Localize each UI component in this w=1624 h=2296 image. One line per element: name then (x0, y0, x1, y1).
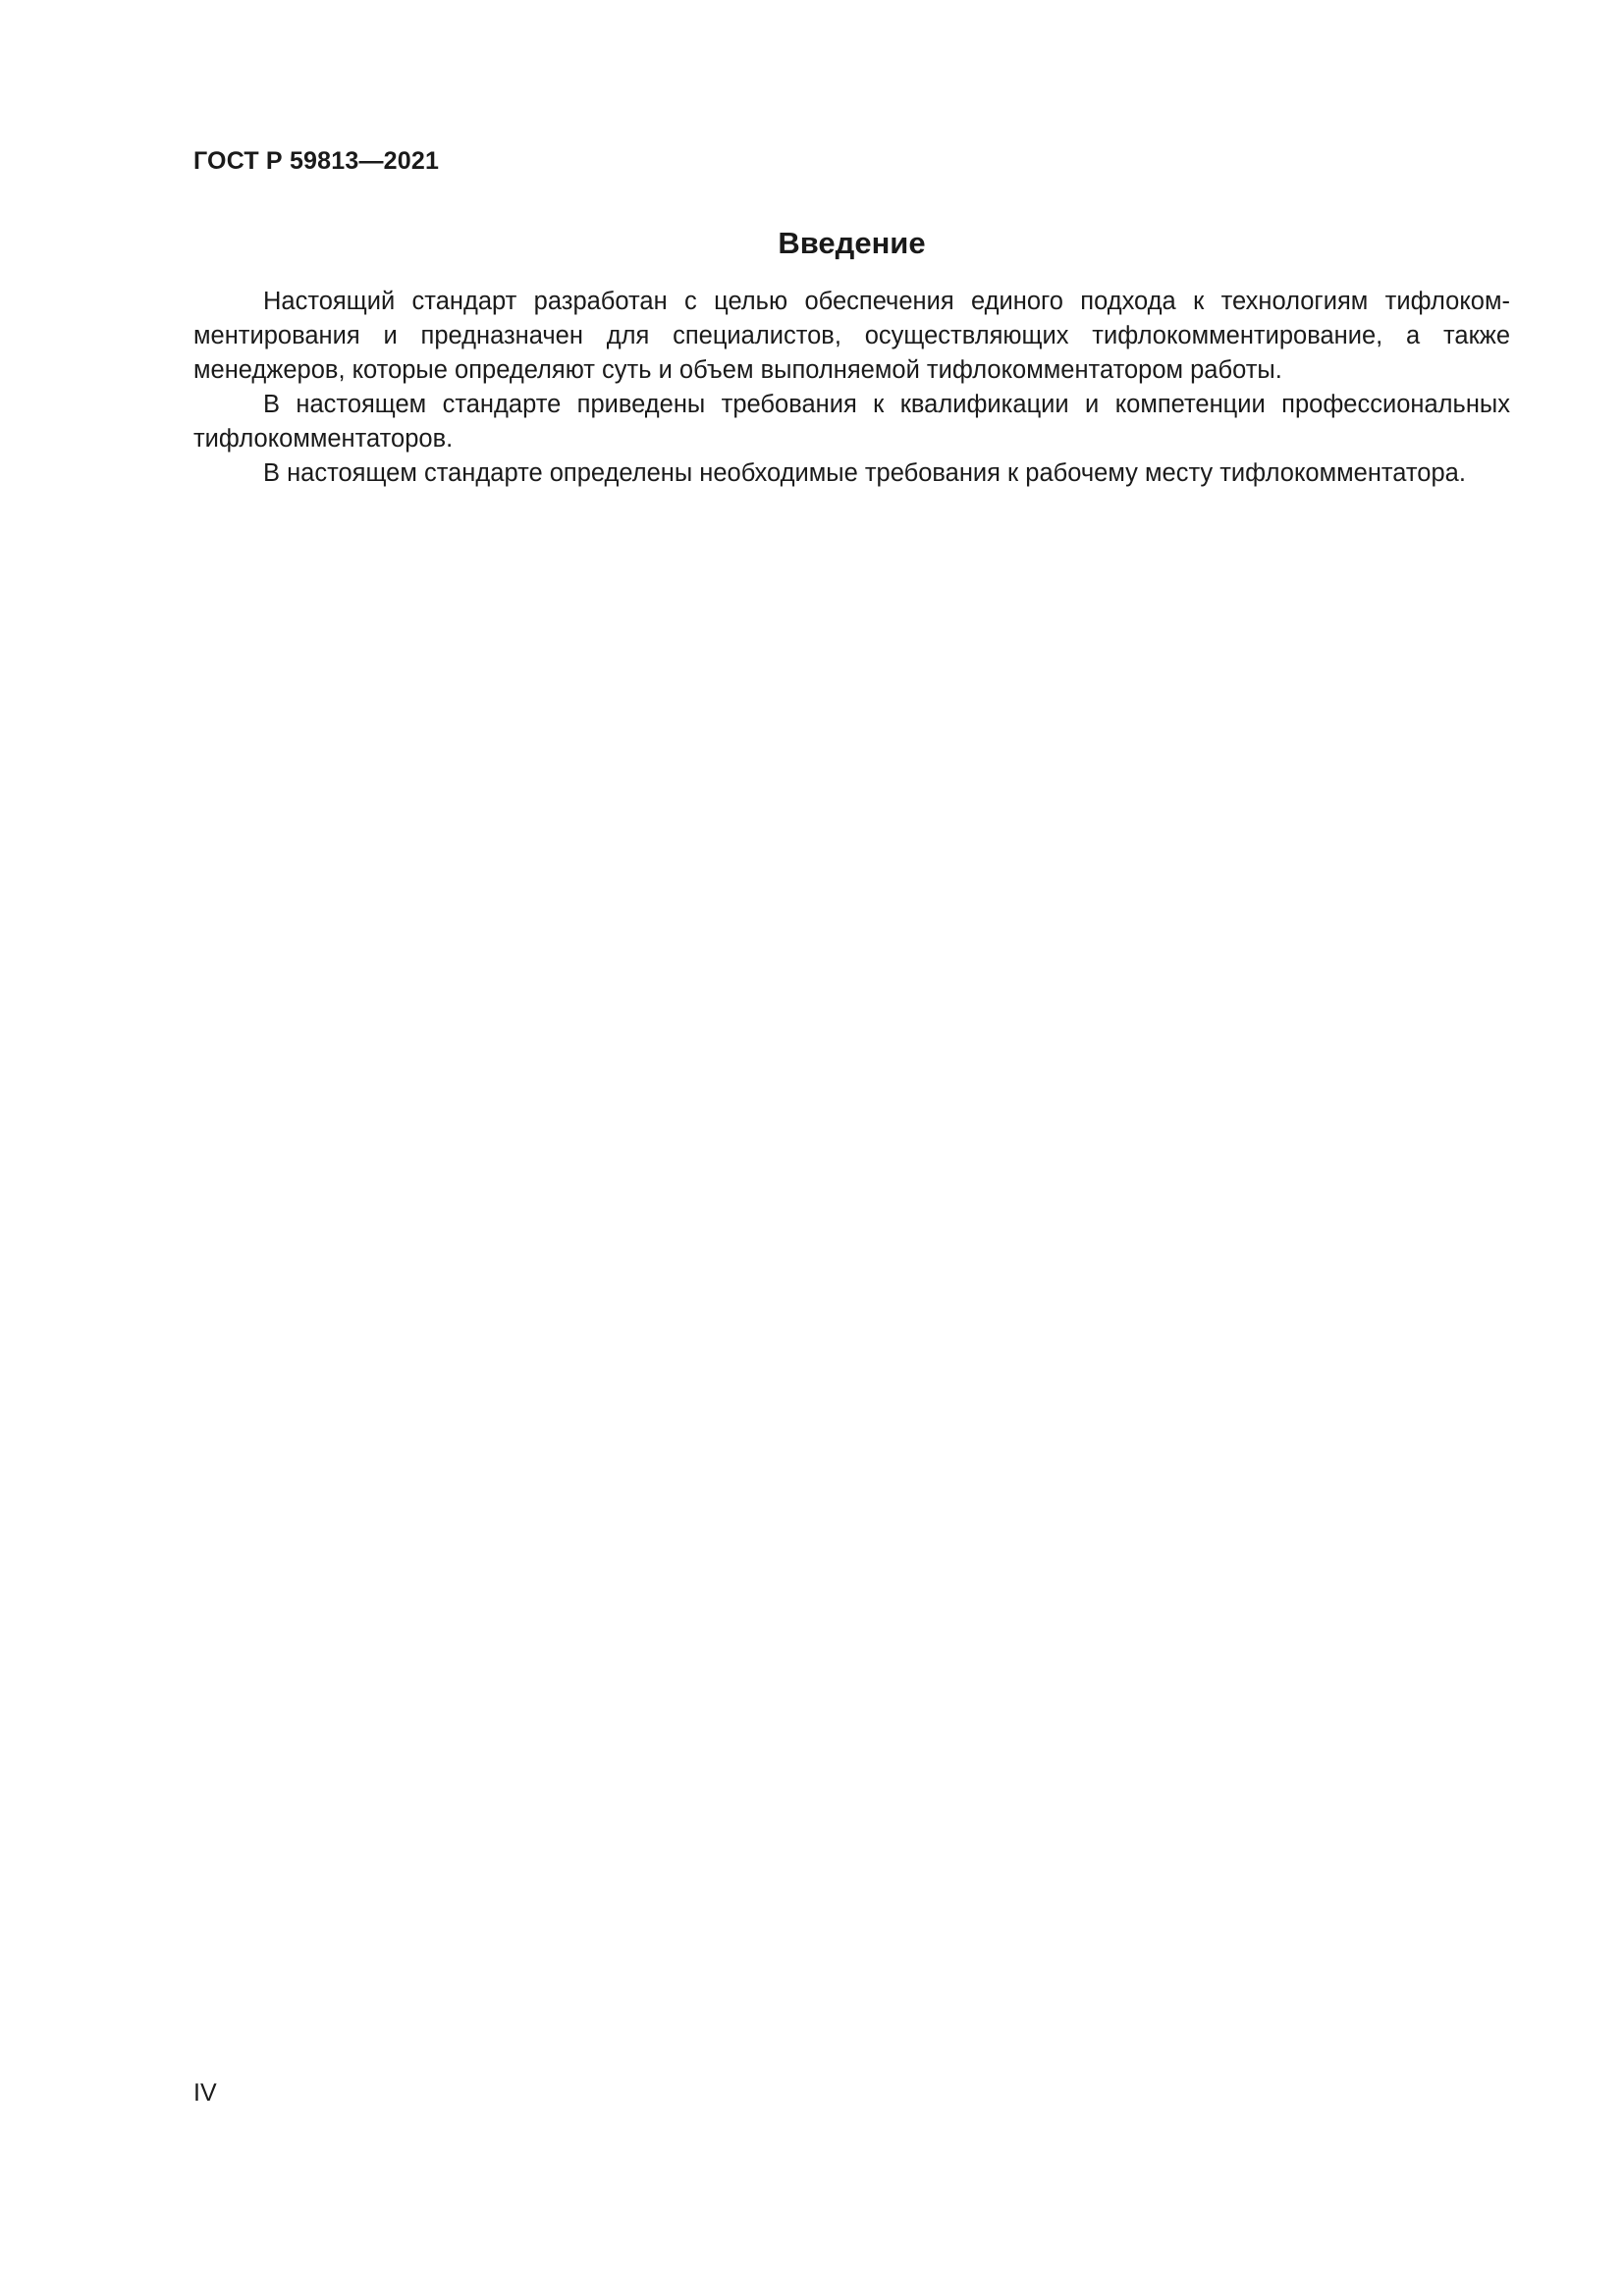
paragraph: Настоящий стандарт разработан с целью обеспечения единого подхода к технологиям тифлокомментирования и предназначен для специалистов, осуществляющих тифлокомментирование, а также менеджеров, которые определяют суть и объем выполняемой тифлокомментатором работы. (193, 288, 1510, 384)
page-number: IV (193, 2079, 217, 2107)
paragraph: В настоящем стандарте приведены требования к квалификации и компетенции профессиональных тифлокомментаторов. (193, 391, 1510, 453)
section-body (193, 285, 1510, 491)
document-code: ГОСТ Р 59813—2021 (193, 147, 440, 175)
section-title: Введение (778, 226, 926, 260)
paragraph: В настоящем стандарте определены необходимые требования к рабочему месту тифлокомментатора. (263, 459, 1466, 487)
